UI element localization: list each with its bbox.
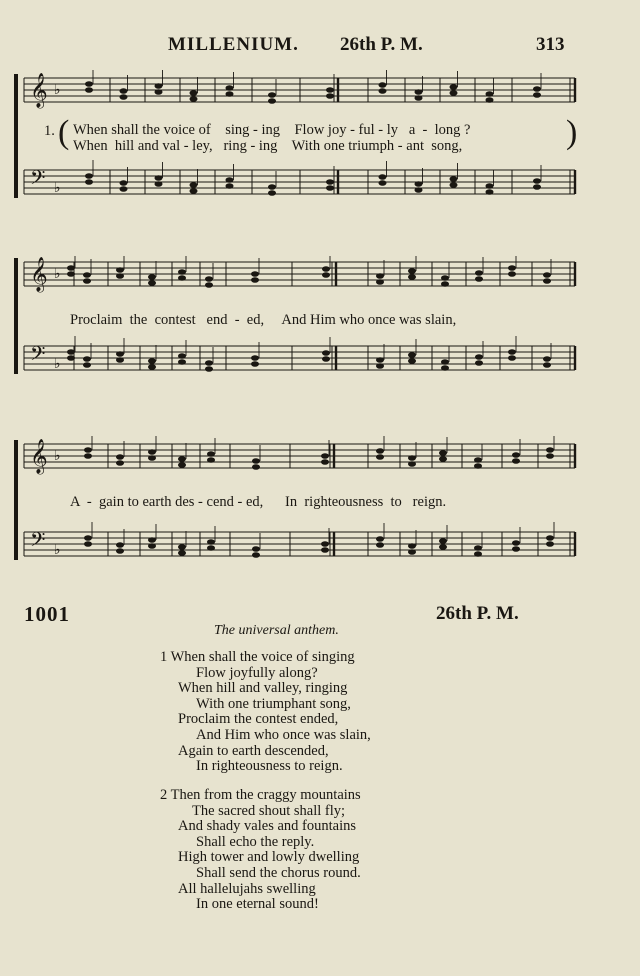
svg-text:♭: ♭ xyxy=(54,542,61,558)
lyric-line: Proclaim the contest end - ed, And Him who once was slain, xyxy=(70,312,457,328)
svg-text:♭: ♭ xyxy=(54,356,61,372)
stanza-line: The sacred shout shall fly; xyxy=(192,802,346,819)
hymn-number: 1001 xyxy=(24,602,70,626)
svg-text:♭: ♭ xyxy=(54,266,61,282)
svg-text:𝄢: 𝄢 xyxy=(30,528,46,556)
stanza-line: 2 Then from the craggy mountains xyxy=(160,787,361,803)
stanza-line: And shady vales and fountains xyxy=(178,818,356,835)
lyric-line: When shall the voice of sing - ing Flow joy - ful - ly a - long ? xyxy=(73,122,471,138)
stanza-line: In righteousness to reign. xyxy=(196,758,343,775)
hymn-subtitle: The universal anthem. xyxy=(214,623,339,638)
hymn-meter: 26th P. M. xyxy=(436,603,519,624)
running-header xyxy=(0,34,640,58)
stanza-line: Proclaim the contest ended, xyxy=(178,711,339,728)
svg-text:𝄢: 𝄢 xyxy=(30,166,46,194)
lyric-line: A - gain to earth des - cend - ed, In righteousness to reign. xyxy=(70,494,447,510)
tune-title: MILLENIUM. xyxy=(168,34,299,55)
svg-text:𝄢: 𝄢 xyxy=(30,342,46,370)
stanza-line: Shall send the chorus round. xyxy=(196,864,361,881)
stanza-line: When hill and valley, ringing xyxy=(178,680,348,697)
lyric-line: When hill and val - ley, ring - ing With one triumph - ant song, xyxy=(73,138,463,154)
stanza-line: And Him who once was slain, xyxy=(196,726,371,743)
stanza-line: 1 When shall the voice of singing xyxy=(160,649,355,665)
brace-left-icon: ( xyxy=(58,114,70,151)
svg-text:𝄞: 𝄞 xyxy=(30,257,48,292)
svg-text:♭: ♭ xyxy=(54,448,61,464)
svg-text:𝄞: 𝄞 xyxy=(30,439,48,474)
stanza-line: With one triumphant song, xyxy=(196,695,351,712)
svg-text:♭: ♭ xyxy=(54,82,61,98)
brace-right-icon: ) xyxy=(566,114,578,151)
stanza-line: High tower and lowly dwelling xyxy=(178,849,360,866)
stanza-1 xyxy=(160,650,371,775)
page-number: 313 xyxy=(536,34,565,55)
music-system-3 xyxy=(0,436,640,576)
stanza-line: All hallelujahs swelling xyxy=(178,880,316,897)
music-system-2 xyxy=(0,256,640,386)
stanza-line: Again to earth descended, xyxy=(178,742,329,759)
tune-meter: 26th P. M. xyxy=(340,34,423,55)
stanza-line: Shall echo the reply. xyxy=(196,833,315,850)
stanza-line: Flow joyfully along? xyxy=(196,664,318,681)
svg-text:𝄞: 𝄞 xyxy=(30,73,48,108)
music-system-1 xyxy=(0,70,640,210)
stanza-line: In one eternal sound! xyxy=(196,896,319,913)
verse-number: 1. xyxy=(44,123,55,139)
svg-text:♭: ♭ xyxy=(54,180,61,196)
stanza-2 xyxy=(160,788,361,913)
